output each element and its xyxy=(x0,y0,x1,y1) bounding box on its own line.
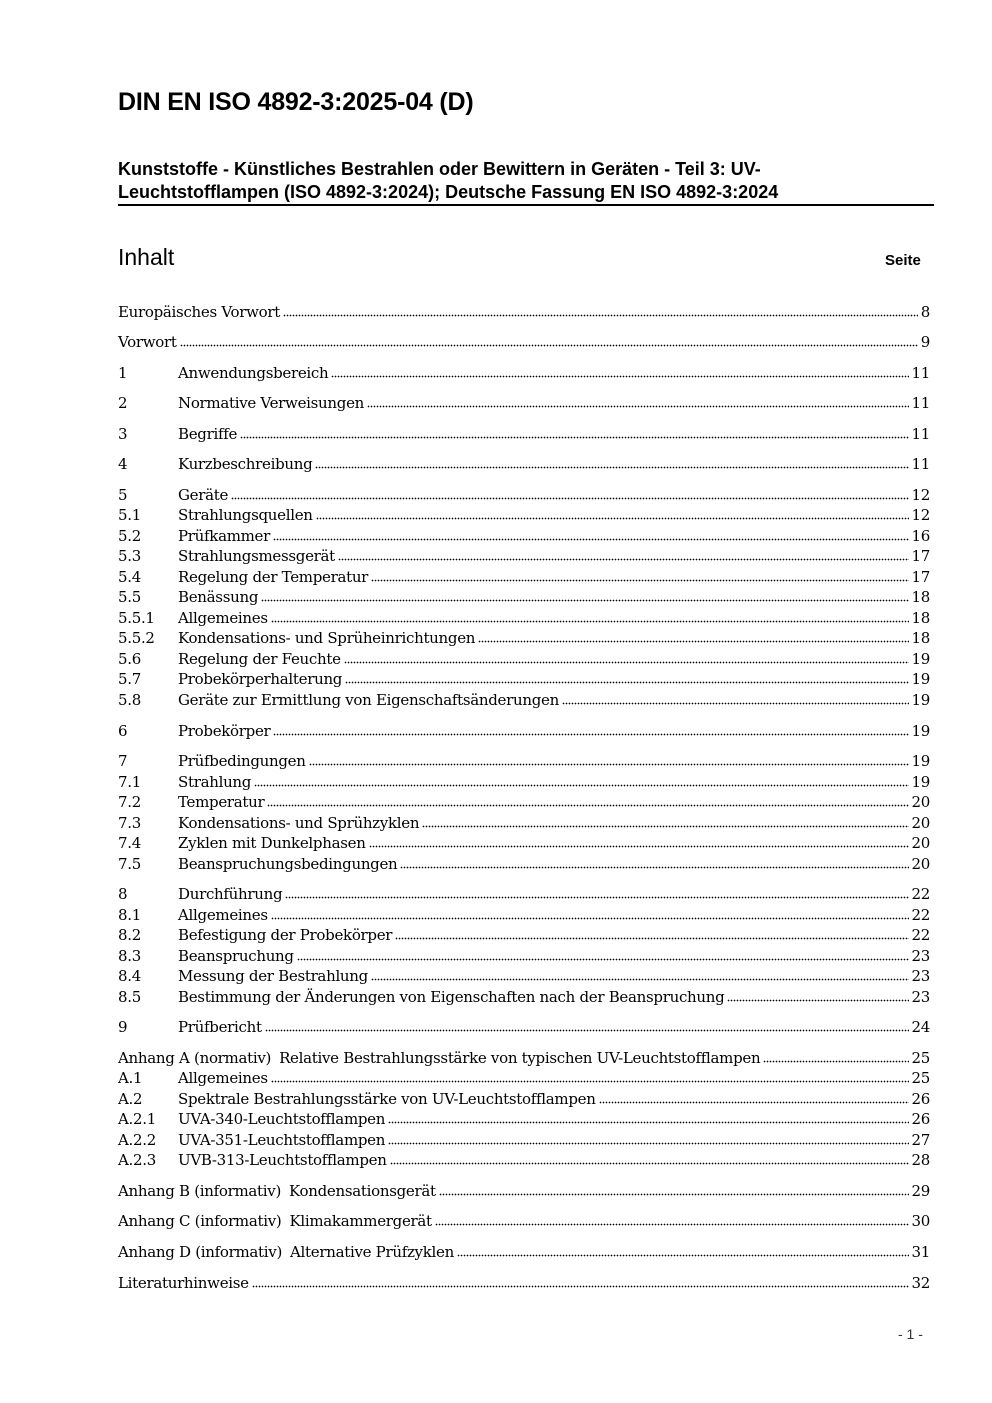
toc-entry[interactable] xyxy=(118,628,930,648)
document-subtitle: Kunststoffe - Künstliches Bestrahlen oder Bewittern in Geräten - Teil 3: UV-Leuchtstofflampen (ISO 4892-3:2024); Deutsche Fassung EN ISO 4892-3:2024 xyxy=(118,159,779,202)
toc-entry-page: 11 xyxy=(911,394,930,412)
toc-entry-page: 9 xyxy=(920,333,930,351)
toc-entry-page: 23 xyxy=(911,947,930,965)
toc-entry-page: 12 xyxy=(911,506,930,524)
toc-dot-leader xyxy=(271,620,909,623)
toc-entry-number: Anhang C (informativ) xyxy=(118,1212,282,1230)
toc-entry-page: 26 xyxy=(911,1110,930,1128)
toc-entry[interactable] xyxy=(118,587,930,607)
toc-entry-number: 5.4 xyxy=(118,568,141,586)
toc-entry-number: 7.1 xyxy=(118,773,141,791)
toc-entry[interactable] xyxy=(118,1273,930,1293)
toc-entry-title: UVA-340-Leuchtstofflampen xyxy=(178,1110,386,1128)
toc-entry-title: Strahlung xyxy=(178,773,252,791)
toc-dot-leader xyxy=(315,466,908,469)
toc-entry-page: 18 xyxy=(911,629,930,647)
toc-dot-leader xyxy=(273,538,908,541)
toc-dot-leader xyxy=(369,845,909,848)
toc-entry-page: 8 xyxy=(920,303,930,321)
toc-entry-number: A.2 xyxy=(118,1090,143,1108)
toc-entry-number: A.1 xyxy=(118,1069,143,1087)
toc-entry-page: 11 xyxy=(911,425,930,443)
toc-entry-page: 19 xyxy=(911,691,930,709)
toc-entry-title: Kondensations- und Sprühzyklen xyxy=(178,814,420,832)
toc-entry-number: Anhang A (normativ) xyxy=(118,1049,272,1067)
toc-dot-leader xyxy=(395,937,908,940)
toc-entry-number: A.2.1 xyxy=(118,1110,156,1128)
toc-entry-number: 5 xyxy=(118,486,128,504)
toc-entry[interactable] xyxy=(118,721,930,741)
toc-entry-title: Zyklen mit Dunkelphasen xyxy=(178,834,366,852)
toc-entry-number: 7.2 xyxy=(118,793,141,811)
toc-entry[interactable] xyxy=(118,608,930,628)
toc-dot-leader xyxy=(390,1162,909,1165)
toc-dot-leader xyxy=(254,784,908,787)
toc-entry-page: 19 xyxy=(911,722,930,740)
toc-entry[interactable] xyxy=(118,485,930,505)
toc-entry[interactable] xyxy=(118,454,930,474)
toc-entry-page: 29 xyxy=(911,1182,930,1200)
toc-entry-title: Probekörperhalterung xyxy=(178,670,343,688)
toc-entry-title: Normative Verweisungen xyxy=(178,394,365,412)
toc-dot-leader xyxy=(400,866,908,869)
toc-entry-page: 19 xyxy=(911,752,930,770)
toc-dot-leader xyxy=(388,1121,908,1124)
page-column-label: Seite xyxy=(885,252,921,269)
toc-dot-leader xyxy=(599,1101,909,1104)
toc-entry[interactable] xyxy=(118,669,930,689)
toc-entry-page: 23 xyxy=(911,988,930,1006)
toc-dot-leader xyxy=(267,804,908,807)
toc-dot-leader xyxy=(309,763,909,766)
toc-entry[interactable] xyxy=(118,1048,930,1068)
toc-entry-page: 24 xyxy=(911,1018,930,1036)
toc-entry-title: Prüfkammer xyxy=(178,527,271,545)
toc-entry-title: Kurzbeschreibung xyxy=(178,455,313,473)
toc-entry-number: 1 xyxy=(118,364,128,382)
toc-entry-page: 25 xyxy=(911,1069,930,1087)
toc-entry[interactable] xyxy=(118,772,930,792)
toc-entry-number: 5.5.2 xyxy=(118,629,155,647)
toc-entry-page: 16 xyxy=(911,527,930,545)
toc-entry-title: Temperatur xyxy=(178,793,265,811)
toc-entry[interactable] xyxy=(118,690,930,710)
toc-dot-leader xyxy=(273,733,908,736)
toc-entry-number: 8.5 xyxy=(118,988,141,1006)
toc-entry[interactable] xyxy=(118,854,930,874)
toc-entry-title: Kondensationsgerät xyxy=(289,1182,436,1200)
toc-entry-page: 20 xyxy=(911,814,930,832)
toc-entry-title: Klimakammergerät xyxy=(289,1212,432,1230)
toc-dot-leader xyxy=(435,1223,909,1226)
toc-entry-page: 17 xyxy=(911,547,930,565)
toc-dot-leader xyxy=(727,999,908,1002)
toc-entry-title: Relative Bestrahlungsstärke von typischen UV-Leuchtstofflampen xyxy=(279,1049,761,1067)
toc-entry[interactable] xyxy=(118,987,930,1007)
toc-entry-page: 20 xyxy=(911,834,930,852)
toc-dot-leader xyxy=(297,958,909,961)
toc-entry[interactable] xyxy=(118,1150,930,1170)
toc-entry-number: 8.2 xyxy=(118,926,141,944)
toc-entry-page: 11 xyxy=(911,364,930,382)
toc-dot-leader xyxy=(367,405,908,408)
toc-entry-number: 7 xyxy=(118,752,128,770)
toc-entry-page: 20 xyxy=(911,793,930,811)
toc-entry[interactable] xyxy=(118,1181,930,1201)
toc-entry-title: Allgemeines xyxy=(178,906,268,924)
toc-entry-title: Strahlungsquellen xyxy=(178,506,313,524)
toc-dot-leader xyxy=(562,702,909,705)
toc-entry-number: A.2.2 xyxy=(118,1131,156,1149)
toc-entry[interactable] xyxy=(118,833,930,853)
toc-entry-page: 28 xyxy=(911,1151,930,1169)
toc-entry-title: Allgemeines xyxy=(178,1069,268,1087)
toc-entry-title: Strahlungsmessgerät xyxy=(178,547,335,565)
toc-entry-title: Allgemeines xyxy=(178,609,268,627)
toc-entry[interactable] xyxy=(118,925,930,945)
toc-entry[interactable] xyxy=(118,567,930,587)
toc-entry-title: Literaturhinweise xyxy=(118,1274,249,1292)
toc-entry[interactable] xyxy=(118,813,930,833)
toc-entry[interactable] xyxy=(118,424,930,444)
toc-entry[interactable] xyxy=(118,1242,930,1262)
toc-entry[interactable] xyxy=(118,751,930,771)
toc-entry[interactable] xyxy=(118,546,930,566)
toc-entry-title: Bestimmung der Änderungen von Eigenschaften nach der Beanspruchung xyxy=(178,988,725,1006)
toc-dot-leader xyxy=(338,558,909,561)
page-number: - 1 - xyxy=(898,1326,923,1342)
toc-entry-page: 23 xyxy=(911,967,930,985)
toc-dot-leader xyxy=(457,1254,909,1257)
toc-entry-page: 17 xyxy=(911,568,930,586)
toc-entry-number: Anhang B (informativ) xyxy=(118,1182,281,1200)
toc-dot-leader xyxy=(271,917,909,920)
toc-entry-number: 8.1 xyxy=(118,906,141,924)
toc-dot-leader xyxy=(371,579,908,582)
toc-entry-title: Probekörper xyxy=(178,722,271,740)
toc-dot-leader xyxy=(285,896,908,899)
toc-entry-number: 8.3 xyxy=(118,947,141,965)
toc-entry-page: 19 xyxy=(911,773,930,791)
toc-entry-page: 30 xyxy=(911,1212,930,1230)
toc-entry-number: 5.6 xyxy=(118,650,141,668)
toc-dot-leader xyxy=(261,599,908,602)
toc-entry-number: 5.2 xyxy=(118,527,141,545)
toc-heading: Inhalt xyxy=(118,244,175,270)
toc-entry[interactable] xyxy=(118,905,930,925)
toc-entry-number: 5.5.1 xyxy=(118,609,155,627)
toc-dot-leader xyxy=(265,1029,909,1032)
toc-entry-title: Kondensations- und Sprüheinrichtungen xyxy=(178,629,476,647)
toc-entry[interactable] xyxy=(118,363,930,383)
toc-entry-title: Vorwort xyxy=(118,333,177,351)
toc-dot-leader xyxy=(344,661,909,664)
toc-entry-title: Befestigung der Probekörper xyxy=(178,926,393,944)
toc-entry[interactable] xyxy=(118,946,930,966)
toc-entry-title: Alternative Prüfzyklen xyxy=(290,1243,454,1261)
toc-dot-leader xyxy=(345,681,908,684)
document-title: DIN EN ISO 4892-3:2025-04 (D) xyxy=(118,88,474,116)
toc-entry-number: 3 xyxy=(118,425,128,443)
toc-entry[interactable] xyxy=(118,1017,930,1037)
toc-entry[interactable] xyxy=(118,1109,930,1129)
toc-entry-page: 20 xyxy=(911,855,930,873)
toc-entry[interactable] xyxy=(118,505,930,525)
toc-entry-number: 5.3 xyxy=(118,547,141,565)
toc-entry-page: 25 xyxy=(911,1049,930,1067)
toc-dot-leader xyxy=(331,375,908,378)
toc-entry-page: 18 xyxy=(911,588,930,606)
toc-entry[interactable] xyxy=(118,1211,930,1231)
toc-entry-number: 5.5 xyxy=(118,588,141,606)
toc-dot-leader xyxy=(763,1060,908,1063)
toc-entry[interactable] xyxy=(118,393,930,413)
toc-entry-title: Anwendungsbereich xyxy=(178,364,329,382)
toc-entry-title: Regelung der Temperatur xyxy=(178,568,369,586)
toc-dot-leader xyxy=(371,978,909,981)
toc-entry-title: Benässung xyxy=(178,588,259,606)
toc-entry-title: UVA-351-Leuchtstofflampen xyxy=(178,1131,386,1149)
toc-entry-page: 31 xyxy=(911,1243,930,1261)
toc-entry-page: 12 xyxy=(911,486,930,504)
toc-entry[interactable] xyxy=(118,649,930,669)
toc-entry-title: Prüfbericht xyxy=(178,1018,262,1036)
toc-entry-title: Beanspruchung xyxy=(178,947,294,965)
toc-entry-number: 4 xyxy=(118,455,128,473)
toc-entry[interactable] xyxy=(118,884,930,904)
toc-entry[interactable] xyxy=(118,792,930,812)
toc-entry-number: 5.7 xyxy=(118,670,141,688)
toc-entry-title: Durchführung xyxy=(178,885,283,903)
toc-entry-page: 18 xyxy=(911,609,930,627)
toc-dot-leader xyxy=(231,497,908,500)
toc-entry-number: 8 xyxy=(118,885,128,903)
toc-dot-leader xyxy=(316,517,909,520)
toc-dot-leader xyxy=(180,344,918,347)
toc-entry[interactable] xyxy=(118,966,930,986)
toc-dot-leader xyxy=(271,1080,909,1083)
toc-entry-page: 22 xyxy=(911,885,930,903)
toc-entry-number: 2 xyxy=(118,394,128,412)
toc-entry-number: 7.3 xyxy=(118,814,141,832)
toc-entry-title: Regelung der Feuchte xyxy=(178,650,341,668)
toc-entry-number: 6 xyxy=(118,722,128,740)
toc-entry-title: Beanspruchungsbedingungen xyxy=(178,855,398,873)
toc-dot-leader xyxy=(439,1193,909,1196)
toc-entry-number: 7.5 xyxy=(118,855,141,873)
toc-entry-page: 26 xyxy=(911,1090,930,1108)
toc-entry-title: Europäisches Vorwort xyxy=(118,303,280,321)
toc-entry-page: 27 xyxy=(911,1131,930,1149)
toc-entry[interactable] xyxy=(118,332,930,352)
toc-entry-title: Messung der Bestrahlung xyxy=(178,967,368,985)
toc-entry-page: 19 xyxy=(911,670,930,688)
toc-entry-number: A.2.3 xyxy=(118,1151,156,1169)
toc-entry-page: 22 xyxy=(911,906,930,924)
toc-entry-title: Geräte zur Ermittlung von Eigenschaftsänderungen xyxy=(178,691,559,709)
toc-dot-leader xyxy=(252,1285,909,1288)
toc-entry-number: 5.8 xyxy=(118,691,141,709)
toc-entry-title: Geräte xyxy=(178,486,229,504)
toc-entry-number: 5.1 xyxy=(118,506,141,524)
toc-entry[interactable] xyxy=(118,526,930,546)
toc-dot-leader xyxy=(240,436,908,439)
toc-entry[interactable] xyxy=(118,1068,930,1088)
toc-dot-leader xyxy=(422,825,908,828)
toc-entry-title: Begriffe xyxy=(178,425,238,443)
toc-entry-number: 8.4 xyxy=(118,967,141,985)
toc-entry-page: 19 xyxy=(911,650,930,668)
toc-dot-leader xyxy=(283,314,918,317)
toc-entry[interactable] xyxy=(118,1130,930,1150)
toc-dot-leader xyxy=(478,640,908,643)
toc-entry-title: Spektrale Bestrahlungsstärke von UV-Leuchtstofflampen xyxy=(178,1090,596,1108)
toc-entry[interactable] xyxy=(118,302,930,322)
toc-dot-leader xyxy=(388,1142,908,1145)
subtitle-underline xyxy=(118,204,934,206)
toc-entry-page: 32 xyxy=(911,1274,930,1292)
toc-entry-page: 11 xyxy=(911,455,930,473)
toc-entry-page: 22 xyxy=(911,926,930,944)
toc-entry-title: UVB-313-Leuchtstofflampen xyxy=(178,1151,387,1169)
toc-entry-title: Prüfbedingungen xyxy=(178,752,306,770)
toc-entry-number: Anhang D (informativ) xyxy=(118,1243,283,1261)
toc-entry[interactable] xyxy=(118,1089,930,1109)
toc-entry-number: 9 xyxy=(118,1018,128,1036)
toc-entry-number: 7.4 xyxy=(118,834,141,852)
